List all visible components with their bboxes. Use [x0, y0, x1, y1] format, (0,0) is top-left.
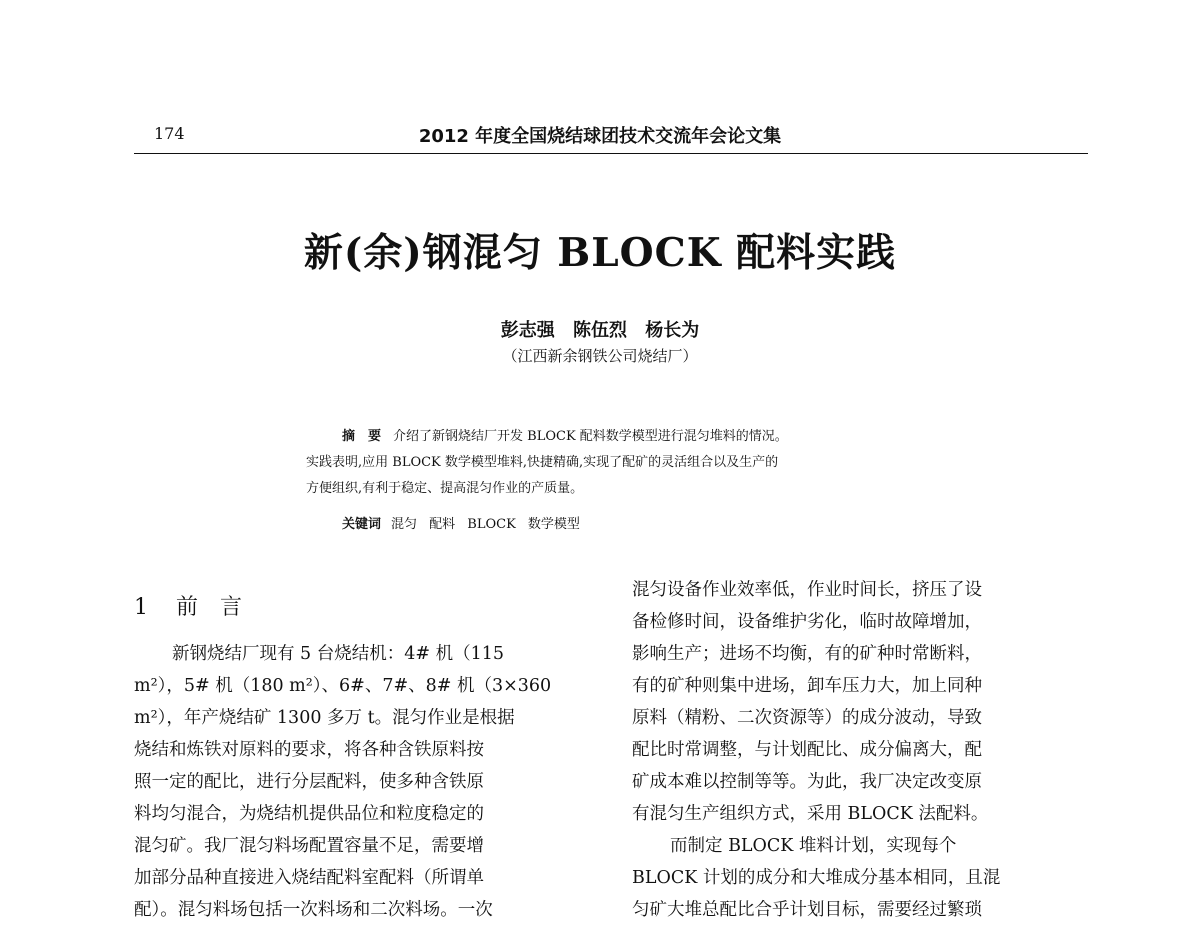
text-line: 矿成本难以控制等等。为此，我厂决定改变原: [632, 772, 982, 792]
text-line: m²），年产烧结矿 1300 多万 t。混匀作业是根据: [134, 708, 515, 728]
text-line: 原料（精粉、二次资源等）的成分波动，导致: [632, 708, 982, 728]
text-line: 混匀矿。我厂混匀料场配置容量不足，需要增: [134, 836, 484, 856]
keywords-text: 混匀 配料 BLOCK 数学模型: [391, 517, 580, 532]
authors: 彭志强 陈伍烈 杨长为: [500, 320, 700, 341]
text-line: 新钢烧结厂现有 5 台烧结机：4# 机（115: [172, 644, 505, 664]
text-line: 混匀设备作业效率低，作业时间长，挤压了设: [632, 580, 982, 600]
abstract-text: 介绍了新钢烧结厂开发 BLOCK 配料数学模型进行混匀堆料的情况。: [393, 429, 788, 444]
header-divider: [134, 153, 1088, 154]
text-line: 有混匀生产组织方式，采用 BLOCK 法配料。: [632, 804, 989, 824]
text-line: 料均匀混合，为烧结机提供品位和粒度稳定的: [134, 804, 484, 824]
abstract-line: [306, 424, 926, 450]
text-line: 照一定的配比，进行分层配料，使多种含铁原: [134, 772, 484, 792]
section-heading: [134, 590, 264, 621]
text-line: m²），5# 机（180 m²）、6#、7#、8# 机（3×360: [134, 676, 552, 696]
keywords: [342, 513, 580, 532]
text-line: 烧结和炼铁对原料的要求，将各种含铁原料按: [134, 740, 484, 760]
right-column: [632, 574, 1086, 926]
text-line: BLOCK 计划的成分和大堆成分基本相同，且混: [632, 868, 1001, 888]
keywords-label: 关键词: [342, 517, 382, 532]
running-title: 2012 年度全国烧结球团技术交流年会论文集: [418, 126, 782, 147]
paper-title: 新(余)钢混匀 BLOCK 配料实践: [303, 230, 897, 276]
section-title: 前言: [176, 595, 265, 620]
text-line: 而制定 BLOCK 堆料计划，实现每个: [670, 836, 957, 856]
abstract-line: 实践表明,应用 BLOCK 数学模型堆料,快捷精确,实现了配矿的灵活组合以及生产的: [306, 455, 779, 470]
left-column: [134, 638, 586, 926]
text-line: 配）。混匀料场包括一次料场和二次料场。一次: [134, 900, 493, 920]
text-line: 备检修时间，设备维护劣化，临时故障增加，: [632, 612, 982, 632]
page-number: 174: [154, 124, 185, 143]
abstract: [306, 424, 926, 502]
text-line: 有的矿种则集中进场，卸车压力大，加上同种: [632, 676, 982, 696]
text-line: 配比时常调整，与计划配比、成分偏离大，配: [632, 740, 982, 760]
section-number: 1: [134, 595, 148, 620]
text-line: 加部分品种直接进入烧结配料室配料（所谓单: [134, 868, 484, 888]
text-line: 影响生产；进场不均衡，有的矿种时常断料，: [632, 644, 982, 664]
affiliation: （江西新余钢铁公司烧结厂）: [502, 347, 698, 365]
abstract-label: 摘 要: [342, 429, 382, 444]
abstract-line: 方便组织,有利于稳定、提高混匀作业的产质量。: [306, 481, 584, 496]
text-line: 匀矿大堆总配比合乎计划目标，需要经过繁琐: [632, 900, 982, 920]
